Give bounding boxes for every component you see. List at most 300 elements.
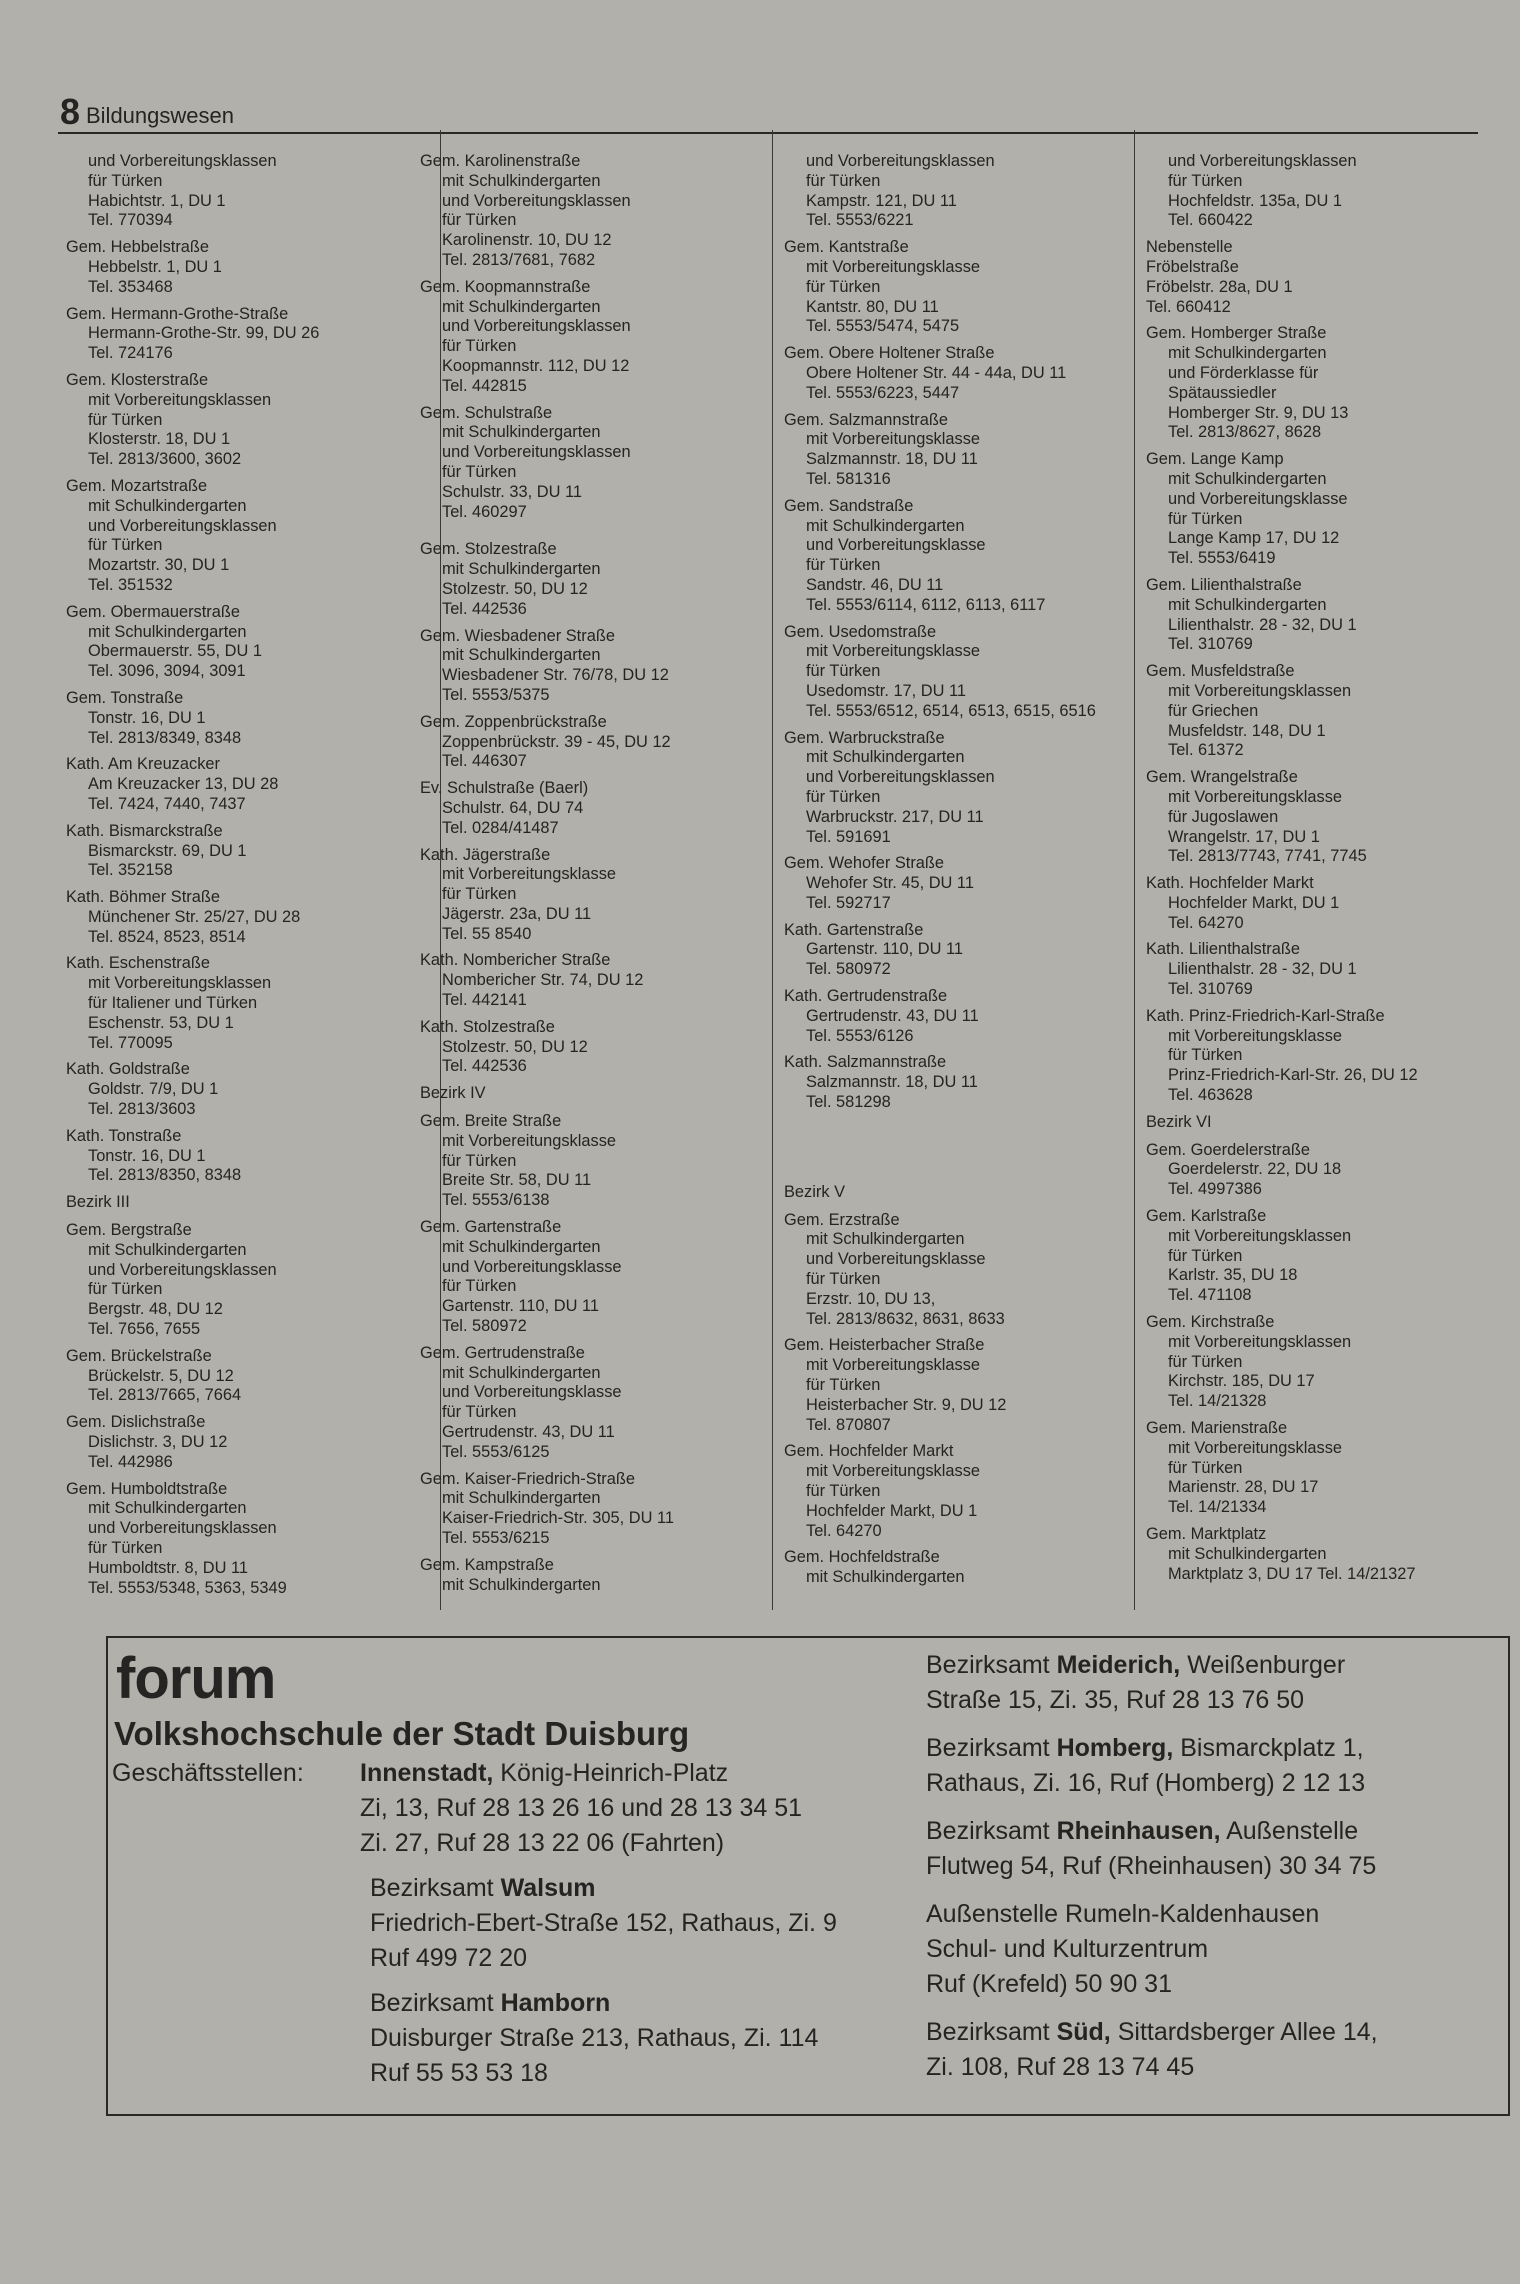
school-name: Kath. Goldstraße (66, 1060, 190, 1079)
school-entry (66, 689, 436, 748)
school-detail: für Türken (806, 662, 881, 681)
school-detail: Prinz-Friedrich-Karl-Str. 26, DU 12 (1168, 1066, 1418, 1085)
office-block (926, 1897, 1506, 2002)
school-detail: und Vorbereitungsklassen (442, 443, 631, 462)
school-entry (66, 1060, 436, 1119)
school-name: Gem. Klosterstraße (66, 370, 209, 389)
school-entry (784, 623, 1130, 722)
office-district: Homberg, (1056, 1734, 1174, 1762)
page-number: 8 (60, 91, 81, 132)
school-detail: mit Vorbereitungsklasse (806, 430, 981, 449)
innenstadt-office (360, 1756, 890, 1861)
school-detail: Tel. 2813/3600, 3602 (88, 450, 242, 469)
school-detail: für Türken (442, 211, 517, 230)
school-detail: Salzmannstr. 18, DU 11 (806, 1073, 978, 1092)
school-detail: Jägerstr. 23a, DU 11 (442, 904, 592, 923)
school-detail: für Türken (806, 556, 881, 575)
vhs-advertisement (106, 1636, 1510, 2116)
office-address: Außenstelle (1220, 1817, 1359, 1845)
school-detail: Tel. 442986 (88, 1452, 173, 1471)
school-name: Kath. Jägerstraße (420, 845, 551, 864)
school-detail: Eschenstr. 53, DU 1 (88, 1013, 234, 1032)
school-detail: und Vorbereitungsklassen (88, 1260, 277, 1279)
office-block (370, 1986, 902, 2091)
school-detail: für Türken (88, 1280, 163, 1299)
school-name: Gem. Salzmannstraße (784, 410, 948, 429)
school-entry (420, 1218, 760, 1337)
page-header (58, 92, 1478, 134)
office-line: Ruf (Krefeld) 50 90 31 (926, 1970, 1172, 1998)
office-heading (926, 2015, 1506, 2050)
school-detail: Tel. 3096, 3094, 3091 (88, 662, 246, 681)
school-name: Gem. Kirchstraße (1146, 1313, 1275, 1332)
school-detail: und Vorbereitungsklassen (88, 1519, 277, 1538)
school-detail: und Förderklasse für (1168, 363, 1319, 382)
office-line: Duisburger Straße 213, Rathaus, Zi. 114 (370, 2024, 819, 2052)
school-detail: und Vorbereitungsklassen (442, 191, 631, 210)
school-name: Gem. Brückelstraße (66, 1346, 212, 1365)
school-detail: Tel. 2813/3603 (88, 1100, 196, 1119)
innenstadt-line: Zi, 13, Ruf 28 13 26 16 und 28 13 34 51 (360, 1794, 803, 1822)
school-name: Gem. Mozartstraße (66, 476, 208, 495)
school-detail: Lilienthalstr. 28 - 32, DU 1 (1168, 615, 1357, 634)
school-detail: Tonstr. 16, DU 1 (88, 708, 206, 727)
school-detail: Marktplatz 3, DU 17 Tel. 14/21327 (1168, 1564, 1416, 1583)
school-entry (66, 1127, 436, 1186)
office-district: Walsum (500, 1874, 596, 1902)
school-detail: Tel. 581316 (806, 469, 891, 488)
school-entry (66, 1347, 436, 1406)
school-detail: Tel. 353468 (88, 277, 173, 296)
school-detail: Hochfeldstr. 135a, DU 1 (1168, 191, 1343, 210)
school-entry (420, 152, 760, 271)
school-detail: Kampstr. 121, DU 11 (806, 191, 957, 210)
school-name: Gem. Schulstraße (420, 403, 553, 422)
school-detail: für Türken (1168, 1246, 1243, 1265)
office-prefix: Bezirksamt (926, 1817, 1057, 1845)
school-entry (784, 1336, 1130, 1435)
school-detail: Tel. 5553/6221 (806, 211, 914, 230)
school-entry (784, 344, 1130, 403)
school-detail: Tel. 5553/6512, 6514, 6513, 6515, 6516 (806, 701, 1096, 720)
school-detail: Tel. 2813/8627, 8628 (1168, 423, 1322, 442)
school-entry (1146, 768, 1492, 867)
school-detail: Stolzestr. 50, DU 12 (442, 1037, 588, 1056)
school-detail: und Vorbereitungsklasse (442, 1383, 622, 1402)
school-detail: Warbruckstr. 217, DU 11 (806, 807, 984, 826)
school-detail: für Türken (88, 536, 163, 555)
school-detail: Tel. 2813/7665, 7664 (88, 1386, 242, 1405)
school-name: Kath. Gertrudenstraße (784, 987, 948, 1006)
school-detail: Tel. 581298 (806, 1093, 891, 1112)
school-detail: Tel. 2813/8350, 8348 (88, 1166, 242, 1185)
school-entry (1146, 238, 1492, 317)
office-heading (926, 1897, 1506, 1932)
school-entry (1146, 576, 1492, 655)
school-name: Gem. Sandstraße (784, 496, 914, 515)
directory-column-2 (420, 152, 760, 1612)
school-detail: für Türken (442, 462, 517, 481)
school-detail: mit Schulkindergarten (442, 171, 601, 190)
school-detail: und Vorbereitungsklassen (88, 152, 277, 170)
school-detail: mit Schulkindergarten (806, 516, 965, 535)
school-detail: und Vorbereitungsklasse (806, 1250, 986, 1269)
school-detail: für Türken (806, 1270, 881, 1289)
school-name: Kath. Bismarckstraße (66, 821, 223, 840)
office-line: Rathaus, Zi. 16, Ruf (Homberg) 2 12 13 (926, 1769, 1366, 1797)
office-heading (926, 1814, 1506, 1849)
school-detail: Usedomstr. 17, DU 11 (806, 681, 967, 700)
school-detail: mit Vorbereitungsklasse (1168, 1438, 1343, 1457)
school-detail: Dislichstr. 3, DU 12 (88, 1433, 228, 1452)
school-name: Gem. Hermann-Grothe-Straße (66, 304, 289, 323)
office-block (926, 2015, 1506, 2085)
school-detail: Tel. 5553/6215 (442, 1529, 550, 1547)
school-detail: für Türken (806, 171, 881, 190)
school-detail: Tel. 7656, 7655 (88, 1320, 201, 1339)
school-detail: für Italiener und Türken (88, 994, 258, 1013)
school-detail: Breite Str. 58, DU 11 (442, 1171, 592, 1190)
school-detail: Kirchstr. 185, DU 17 (1168, 1372, 1315, 1391)
office-prefix: Bezirksamt (370, 1874, 501, 1902)
school-name: Kath. Prinz-Friedrich-Karl-Straße (1146, 1006, 1385, 1025)
school-detail: Tel. 442141 (442, 991, 527, 1010)
forum-logo: forum (116, 1646, 276, 1711)
school-detail: für Türken (88, 1539, 163, 1557)
school-detail: Tel. 2813/8349, 8348 (88, 728, 242, 747)
school-detail: mit Schulkindergarten (806, 1230, 965, 1249)
school-detail: Tel. 471108 (1168, 1286, 1252, 1305)
school-name: Gem. Heisterbacher Straße (784, 1336, 985, 1355)
school-detail: Schulstr. 64, DU 74 (442, 798, 584, 817)
school-detail: mit Schulkindergarten (806, 748, 965, 767)
school-detail: und Vorbereitungsklasse (442, 1257, 622, 1276)
school-name: Gem. Usedomstraße (784, 622, 937, 641)
district-heading: Bezirk V (784, 1182, 846, 1201)
school-detail: mit Vorbereitungsklasse (806, 1462, 981, 1481)
school-detail: Tonstr. 16, DU 1 (88, 1146, 206, 1165)
school-entry (784, 729, 1130, 848)
school-detail: für Türken (442, 337, 517, 356)
school-detail: und Vorbereitungsklassen (806, 768, 995, 787)
school-entry (784, 1211, 1130, 1330)
school-detail: Goerdelerstr. 22, DU 18 (1168, 1160, 1342, 1179)
school-entry (784, 411, 1130, 490)
office-prefix: Bezirksamt (926, 1734, 1057, 1762)
school-name: Gem. Dislichstraße (66, 1413, 206, 1432)
school-entry (784, 1442, 1130, 1541)
school-entry (66, 1221, 436, 1340)
school-name: Gem. Gartenstraße (420, 1218, 562, 1237)
school-detail: Wiesbadener Str. 76/78, DU 12 (442, 666, 669, 685)
school-entry (1146, 324, 1492, 443)
school-detail: für Türken (88, 410, 163, 429)
school-entry (420, 1018, 760, 1077)
office-address: Bismarckplatz 1, (1173, 1734, 1364, 1762)
school-detail: mit Schulkindergarten (442, 1237, 601, 1256)
school-detail: für Türken (806, 787, 881, 806)
school-name: Gem. Breite Straße (420, 1112, 562, 1131)
school-detail: Tel. 310769 (1168, 980, 1253, 999)
school-detail: und Vorbereitungsklassen (806, 152, 995, 170)
school-detail: Tel. 770394 (88, 211, 173, 230)
innenstadt-name: Innenstadt, (360, 1759, 494, 1787)
school-name: Gem. Zoppenbrückstraße (420, 712, 607, 731)
school-detail: Tel. 442536 (442, 1057, 527, 1076)
school-detail: und Vorbereitungsklassen (88, 516, 277, 535)
school-detail: Brückelstr. 5, DU 12 (88, 1366, 234, 1385)
school-detail: Tel. 2813/7681, 7682 (442, 250, 596, 269)
office-prefix: Außenstelle Rumeln-Kaldenhausen (926, 1900, 1320, 1928)
school-name: Gem. Karolinenstraße (420, 152, 581, 170)
school-name: Gem. Kantstraße (784, 238, 909, 257)
school-detail: Tel. 310769 (1168, 635, 1253, 654)
school-entry (66, 477, 436, 596)
office-heading (370, 1986, 902, 2021)
school-entry (420, 1470, 760, 1549)
school-name: Gem. Obermauerstraße (66, 602, 240, 621)
district-offices-left (112, 1871, 902, 2091)
school-detail: Tel. 592717 (806, 893, 891, 912)
school-detail: Sandstr. 46, DU 11 (806, 575, 944, 594)
directory-column-4 (1146, 152, 1492, 1612)
school-entry (66, 954, 436, 1053)
school-detail: Tel. 5553/6419 (1168, 549, 1276, 568)
school-detail: Fröbelstr. 28a, DU 1 (1146, 277, 1293, 296)
school-detail: Zoppenbrückstr. 39 - 45, DU 12 (442, 732, 671, 751)
school-detail: mit Schulkindergarten (442, 560, 601, 579)
school-detail: mit Schulkindergarten (1168, 595, 1327, 614)
school-name: Gem. Wrangelstraße (1146, 768, 1298, 787)
school-detail: Tel. 5553/5375 (442, 685, 550, 704)
school-detail: Tel. 463628 (1168, 1086, 1253, 1105)
school-detail: für Türken (442, 1277, 517, 1296)
school-entry (420, 713, 760, 772)
school-name: Gem. Kampstraße (420, 1555, 554, 1574)
school-detail: Tel. 770095 (88, 1033, 173, 1052)
school-name: Gem. Marktplatz (1146, 1525, 1267, 1543)
directory-column-3 (784, 152, 1130, 1612)
school-detail: Karlstr. 35, DU 18 (1168, 1266, 1298, 1285)
school-detail: Tel. 460297 (442, 502, 527, 521)
school-name: Kath. Lilienthalstraße (1146, 940, 1300, 959)
office-address: Weißenburger (1180, 1651, 1346, 1679)
school-entry (420, 1112, 760, 1211)
school-detail: mit Schulkindergarten (442, 297, 601, 316)
school-detail: Gartenstr. 110, DU 11 (442, 1297, 599, 1316)
school-detail: Tel. 580972 (442, 1317, 527, 1336)
school-detail: Tel. 5553/6114, 6112, 6113, 6117 (806, 595, 1046, 614)
office-line: Friedrich-Ebert-Straße 152, Rathaus, Zi. 9 (370, 1909, 837, 1937)
school-detail: Bismarckstr. 69, DU 1 (88, 841, 247, 860)
school-entry (66, 1480, 436, 1599)
school-detail: Tel. 660412 (1146, 297, 1231, 316)
school-detail: und Vorbereitungsklassen (442, 317, 631, 336)
school-name: Gem. Goerdelerstraße (1146, 1140, 1310, 1159)
school-detail: für Türken (1168, 509, 1243, 528)
school-entry (1146, 1007, 1492, 1106)
office-line: Zi. 108, Ruf 28 13 74 45 (926, 2053, 1195, 2081)
school-detail: Tel. 591691 (806, 827, 891, 846)
office-block (926, 1814, 1506, 1884)
school-detail: Tel. 61372 (1168, 741, 1244, 760)
school-name: Gem. Tonstraße (66, 688, 184, 707)
school-detail: Humboldtstr. 8, DU 11 (88, 1558, 249, 1577)
school-name: Kath. Böhmer Straße (66, 888, 220, 907)
office-district: Hamborn (500, 1989, 611, 2017)
office-district: Rheinhausen, (1056, 1817, 1221, 1845)
school-name: Gem. Wehofer Straße (784, 854, 945, 873)
school-detail: Wrangelstr. 17, DU 1 (1168, 827, 1320, 846)
school-name: Kath. Eschenstraße (66, 954, 210, 973)
ad-left-column (112, 1648, 902, 2091)
school-detail: Koopmannstr. 112, DU 12 (442, 356, 630, 375)
school-entry (420, 846, 760, 945)
school-detail: für Türken (1168, 1352, 1243, 1371)
school-entry (66, 822, 436, 881)
school-detail: Fröbelstraße (1146, 257, 1239, 276)
school-detail: mit Schulkindergarten (1168, 1544, 1327, 1563)
office-line: Straße 15, Zi. 35, Ruf 28 13 76 50 (926, 1686, 1305, 1714)
school-detail: Karolinenstr. 10, DU 12 (442, 231, 612, 250)
school-detail: Habichtstr. 1, DU 1 (88, 191, 226, 210)
vhs-title: Volkshochschule der Stadt Duisburg (114, 1715, 690, 1752)
school-detail: mit Vorbereitungsklasse (806, 257, 981, 276)
school-detail: mit Vorbereitungsklasse (1168, 787, 1343, 806)
section-title: Bildungswesen (86, 103, 234, 128)
school-detail: und Vorbereitungsklassen (1168, 152, 1357, 170)
school-name: Gem. Lange Kamp (1146, 450, 1284, 469)
school-name: Gem. Erzstraße (784, 1210, 900, 1229)
school-detail: Tel. 5553/5474, 5475 (806, 317, 960, 336)
school-detail: Tel. 64270 (806, 1521, 882, 1540)
office-line: Schul- und Kulturzentrum (926, 1935, 1209, 1963)
column-divider (772, 130, 773, 1610)
school-detail: Hochfelder Markt, DU 1 (1168, 893, 1340, 912)
office-line: Flutweg 54, Ruf (Rheinhausen) 30 34 75 (926, 1852, 1377, 1880)
school-name: Gem. Stolzestraße (420, 540, 557, 559)
school-entry (420, 951, 760, 1010)
school-detail: Kaiser-Friedrich-Str. 305, DU 11 (442, 1509, 674, 1528)
school-entry (1146, 1525, 1492, 1584)
school-detail: mit Vorbereitungsklassen (88, 974, 272, 993)
school-detail: Tel. 5553/6223, 5447 (806, 383, 960, 402)
school-detail: Tel. 5553/6125 (442, 1442, 550, 1461)
school-entry (1146, 450, 1492, 569)
school-detail: Gertrudenstr. 43, DU 11 (806, 1006, 979, 1025)
school-entry (66, 238, 436, 297)
school-detail: mit Vorbereitungsklassen (1168, 681, 1352, 700)
school-detail: mit Schulkindergarten (442, 1575, 601, 1594)
school-detail: Tel. 5553/6138 (442, 1191, 550, 1210)
school-name: Gem. Kaiser-Friedrich-Straße (420, 1469, 635, 1488)
school-detail: Hochfelder Markt, DU 1 (806, 1501, 978, 1520)
school-entry (66, 305, 436, 364)
school-entry (784, 987, 1130, 1046)
school-name: Gem. Koopmannstraße (420, 277, 591, 296)
office-heading (926, 1648, 1506, 1683)
office-block (926, 1648, 1506, 1718)
school-detail: Tel. 4997386 (1168, 1180, 1262, 1199)
school-name: Kath. Am Kreuzacker (66, 755, 220, 774)
school-detail: für Türken (806, 277, 881, 296)
offices-block (112, 1756, 902, 1861)
school-name: Gem. Musfeldstraße (1146, 662, 1295, 681)
school-detail: für Türken (88, 171, 163, 190)
school-entry (1146, 662, 1492, 761)
school-detail: und Vorbereitungsklasse (806, 536, 986, 555)
school-detail: mit Schulkindergarten (88, 1240, 247, 1259)
school-entry (1146, 874, 1492, 933)
school-name: Gem. Hochfeldstraße (784, 1548, 940, 1567)
school-name: Kath. Stolzestraße (420, 1017, 555, 1036)
school-detail: mit Schulkindergarten (1168, 344, 1327, 363)
school-detail: Tel. 352158 (88, 861, 173, 880)
office-line: Ruf 55 53 53 18 (370, 2059, 548, 2087)
school-detail: mit Schulkindergarten (1168, 469, 1327, 488)
school-entry (1146, 1313, 1492, 1412)
school-entry (420, 540, 760, 619)
offices-label: Geschäftsstellen: (112, 1759, 304, 1787)
school-detail: für Türken (806, 1482, 881, 1501)
school-detail: Bergstr. 48, DU 12 (88, 1300, 223, 1319)
office-prefix: Bezirksamt (370, 1989, 501, 2017)
school-detail: für Türken (1168, 1458, 1243, 1477)
school-detail: Hebbelstr. 1, DU 1 (88, 257, 222, 276)
district-heading: Bezirk IV (420, 1084, 486, 1103)
school-detail: mit Schulkindergarten (88, 622, 247, 641)
district-heading: Bezirk VI (1146, 1112, 1212, 1131)
school-name: Gem. Lilienthalstraße (1146, 575, 1302, 594)
innenstadt-line: Zi. 27, Ruf 28 13 22 06 (Fahrten) (360, 1829, 725, 1857)
school-detail: mit Vorbereitungsklassen (88, 390, 272, 409)
school-entry (784, 152, 1130, 231)
school-detail: Stolzestr. 50, DU 12 (442, 579, 588, 598)
school-detail: Tel. 351532 (88, 575, 173, 594)
school-detail: Lilienthalstr. 28 - 32, DU 1 (1168, 960, 1357, 979)
school-name: Gem. Warbruckstraße (784, 728, 945, 747)
school-name: Gem. Marienstraße (1146, 1419, 1288, 1438)
school-detail: für Türken (806, 1376, 881, 1395)
office-prefix: Bezirksamt (926, 2018, 1057, 2046)
school-detail: Gartenstr. 110, DU 11 (806, 940, 963, 959)
school-detail: Heisterbacher Str. 9, DU 12 (806, 1395, 1007, 1414)
school-detail: Tel. 14/21328 (1168, 1392, 1267, 1411)
school-detail: Tel. 446307 (442, 752, 527, 771)
school-detail: mit Vorbereitungsklasse (442, 865, 617, 884)
school-detail: mit Schulkindergarten (88, 1499, 247, 1518)
office-block (926, 1731, 1506, 1801)
school-detail: Tel. 0284/41487 (442, 818, 559, 837)
school-detail: Tel. 8524, 8523, 8514 (88, 927, 246, 946)
school-detail: Schulstr. 33, DU 11 (442, 482, 582, 501)
school-detail: für Türken (442, 1403, 517, 1422)
school-entry (420, 278, 760, 397)
school-detail: Hermann-Grothe-Str. 99, DU 26 (88, 324, 320, 343)
school-detail: Tel. 870807 (806, 1415, 891, 1434)
school-entry (784, 238, 1130, 337)
school-detail: mit Schulkindergarten (88, 496, 247, 515)
school-detail: mit Vorbereitungsklasse (442, 1131, 617, 1150)
school-detail: Nombericher Str. 74, DU 12 (442, 971, 644, 990)
office-block (370, 1871, 902, 1976)
school-entry (784, 1053, 1130, 1112)
school-entry (420, 404, 760, 523)
school-detail: mit Schulkindergarten (806, 1568, 965, 1587)
office-district: Süd, (1056, 2018, 1111, 2046)
school-entry (1146, 1207, 1492, 1306)
office-prefix: Bezirksamt (926, 1651, 1057, 1679)
